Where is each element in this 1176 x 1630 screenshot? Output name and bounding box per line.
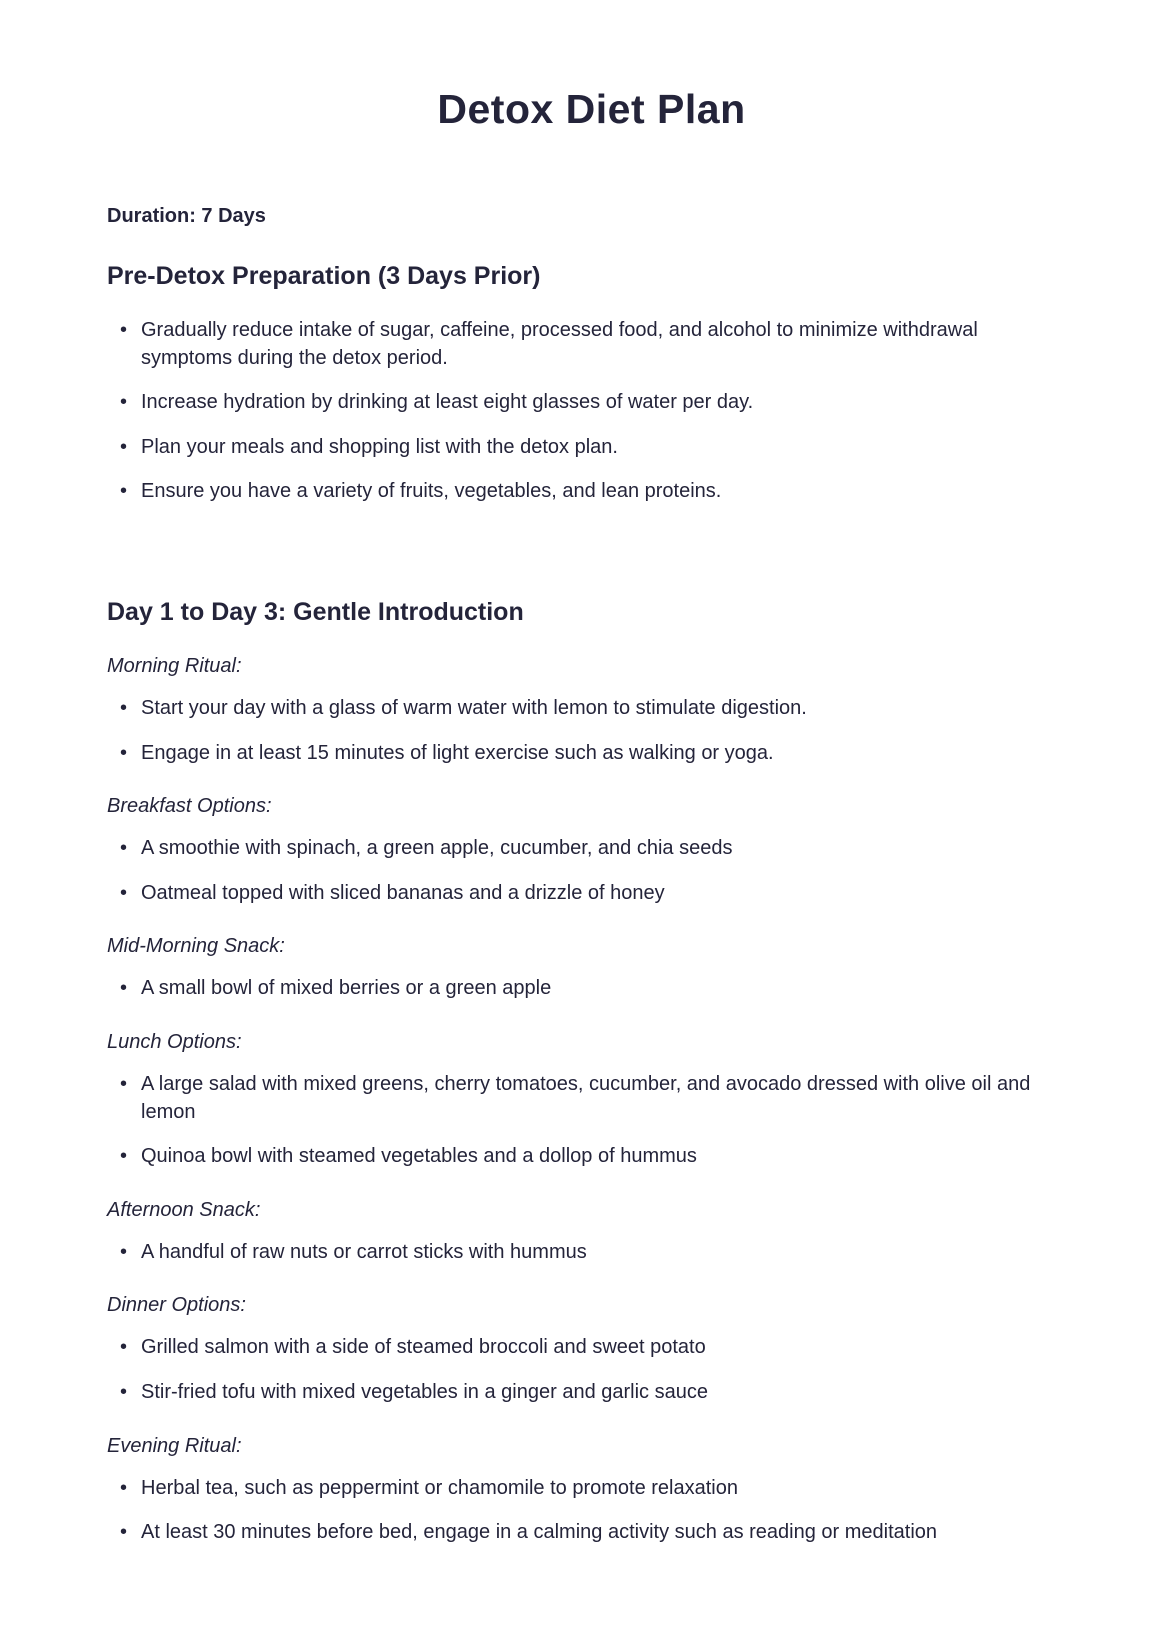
subsection-label-afternoon-snack: Afternoon Snack:	[107, 1198, 261, 1221]
list-item: • A handful of raw nuts or carrot sticks with hummus	[107, 1239, 1061, 1267]
list-item: • Increase hydration by drinking at least eight glasses of water per day.	[107, 389, 1061, 417]
subsection-label-evening-ritual: Evening Ritual:	[107, 1434, 242, 1457]
list-item: • Herbal tea, such as peppermint or chamomile to promote relaxation	[107, 1475, 1061, 1503]
list-item: • Start your day with a glass of warm water with lemon to stimulate digestion.	[107, 695, 1061, 723]
list-item: • Ensure you have a variety of fruits, vegetables, and lean proteins.	[107, 478, 1061, 506]
page-title: Detox Diet Plan	[437, 86, 746, 132]
list-item: • Grilled salmon with a side of steamed broccoli and sweet potato	[107, 1334, 1061, 1362]
list-item: • Oatmeal topped with sliced bananas and a drizzle of honey	[107, 880, 1061, 908]
subsection-label-breakfast-options: Breakfast Options:	[107, 795, 272, 818]
lunch-options-bullet-list	[107, 1071, 1076, 1171]
morning-ritual-bullet-list	[107, 695, 1076, 767]
breakfast-options-bullet-list	[107, 835, 1076, 907]
list-item: • A smoothie with spinach, a green apple, cucumber, and chia seeds	[107, 835, 1061, 863]
evening-ritual-bullet-list	[107, 1475, 1076, 1547]
list-item: • Engage in at least 15 minutes of light exercise such as walking or yoga.	[107, 740, 1061, 768]
pre-detox-bullet-list	[107, 317, 1076, 506]
list-item: • A large salad with mixed greens, cherry tomatoes, cucumber, and avocado dressed with olive oil and lemon	[107, 1071, 1061, 1126]
subsection-label-lunch-options: Lunch Options:	[107, 1030, 242, 1053]
dinner-options-bullet-list	[107, 1334, 1076, 1406]
afternoon-snack-bullet-list	[107, 1239, 1076, 1267]
subsection-label-dinner-options: Dinner Options:	[107, 1294, 246, 1317]
subsection-label-morning-ritual: Morning Ritual:	[107, 654, 242, 677]
list-item: • Plan your meals and shopping list with the detox plan.	[107, 434, 1061, 462]
list-item: • Stir-fried tofu with mixed vegetables in a ginger and garlic sauce	[107, 1379, 1061, 1407]
section-heading-pre-detox: Pre-Detox Preparation (3 Days Prior)	[107, 262, 541, 290]
mid-morning-snack-bullet-list	[107, 975, 1076, 1003]
duration-label: Duration: 7 Days	[107, 205, 266, 227]
list-item: • Gradually reduce intake of sugar, caffeine, processed food, and alcohol to minimize withdrawal symptoms during the detox period.	[107, 317, 1061, 372]
list-item: • A small bowl of mixed berries or a green apple	[107, 975, 1061, 1003]
list-item: • Quinoa bowl with steamed vegetables and a dollop of hummus	[107, 1143, 1061, 1171]
subsection-label-mid-morning-snack: Mid-Morning Snack:	[107, 935, 285, 958]
section-heading-day1-to-3: Day 1 to Day 3: Gentle Introduction	[107, 597, 524, 626]
list-item: • At least 30 minutes before bed, engage in a calming activity such as reading or meditation	[107, 1519, 1061, 1547]
